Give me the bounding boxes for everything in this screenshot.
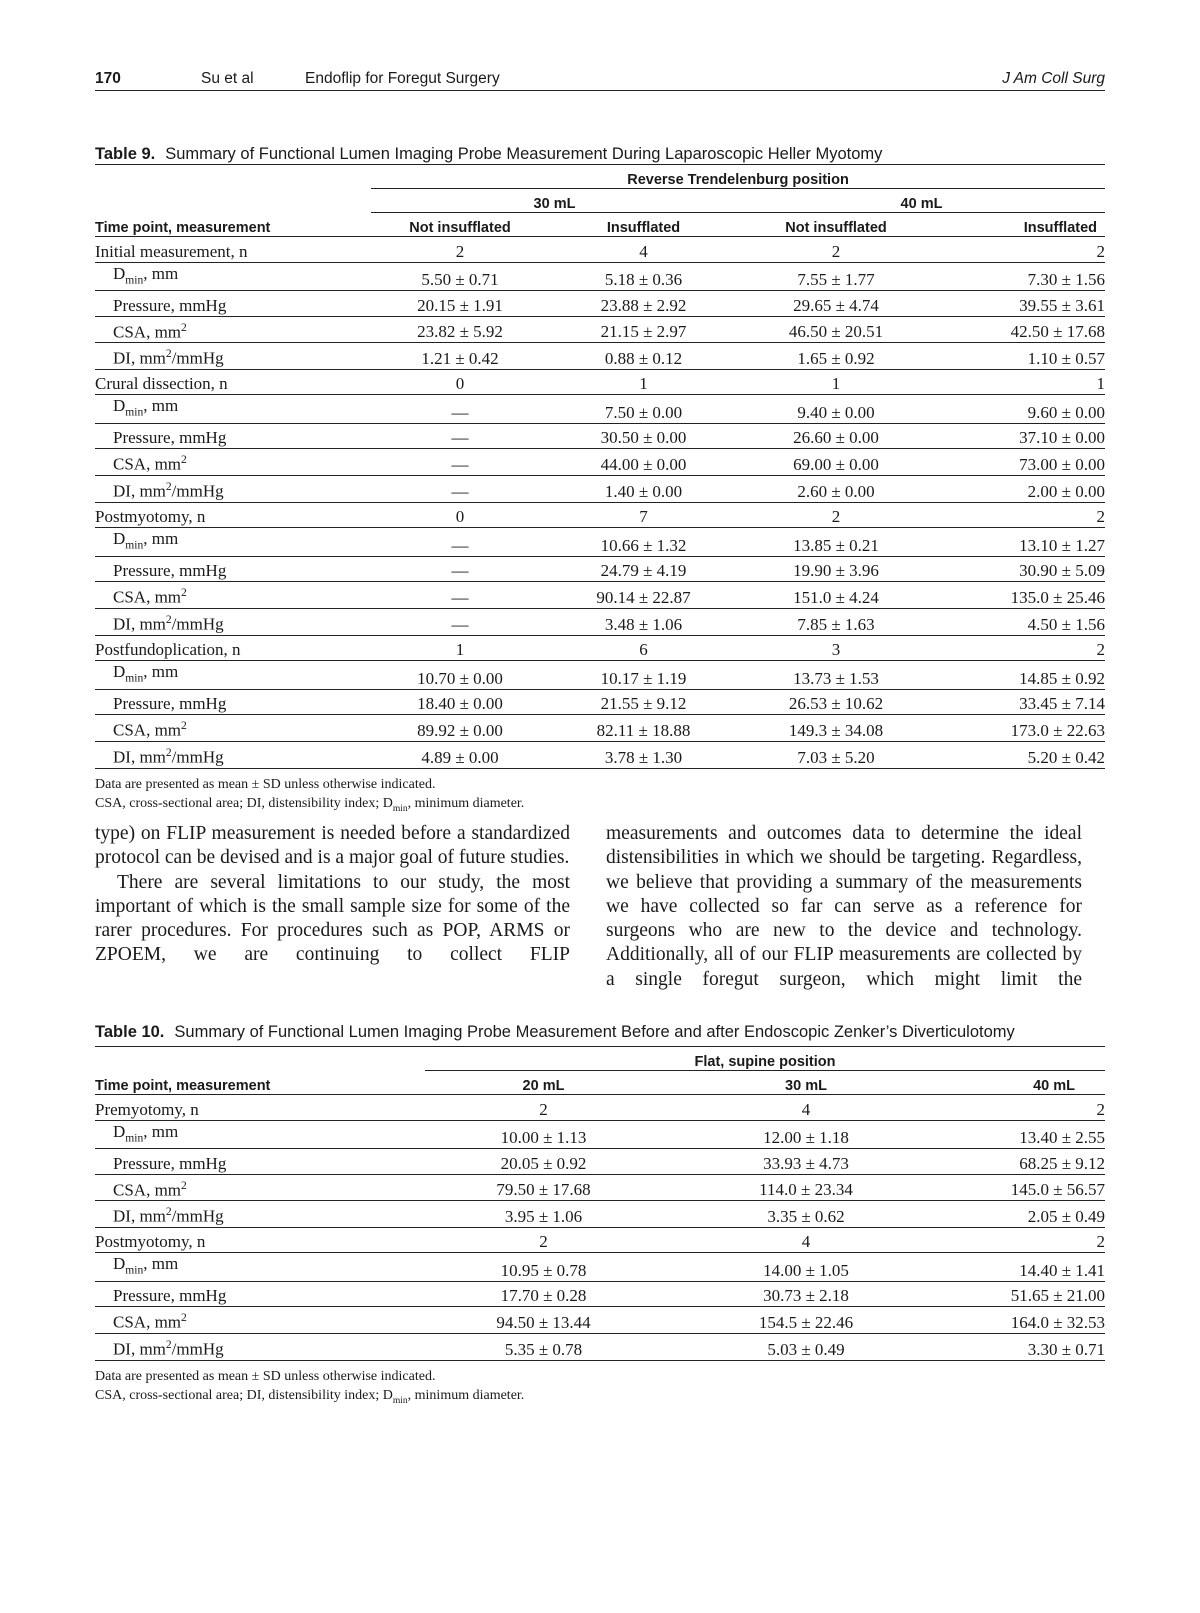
table-9	[95, 144, 1105, 818]
table-cell: 2.60 ± 0.00	[738, 476, 934, 503]
row-label: DI, $mm^2$/mmHg	[95, 1334, 425, 1361]
running-head	[95, 68, 1105, 91]
row-label: Crural dissection, n	[95, 369, 371, 395]
table-row	[95, 1253, 1105, 1281]
table-cell: 1.40 ± 0.00	[549, 476, 738, 503]
table-cell: 26.53 ± 10.62	[738, 689, 934, 715]
table-cell: 0.88 ± 0.12	[549, 343, 738, 370]
row-label: Pressure, mmHg	[95, 1281, 425, 1307]
row-label: Pressure, mmHg	[95, 290, 371, 316]
table-cell: 79.50 ± 17.68	[425, 1174, 662, 1201]
table-9-col-header: Not insufflated	[785, 220, 887, 236]
table-cell: 5.03 ± 0.49	[662, 1334, 950, 1361]
table-cell: 5.20 ± 0.42	[934, 741, 1105, 768]
table-cell: 4	[662, 1095, 950, 1121]
table-cell: 2	[738, 502, 934, 528]
running-head-journal: J Am Coll Surg	[1002, 70, 1105, 87]
table-cell: 23.88 ± 2.92	[549, 290, 738, 316]
table-cell: 69.00 ± 0.00	[738, 449, 934, 476]
table-10-footnote: CSA, cross-sectional area; DI, distensibility index; $D_{min}$, minimum diameter.	[95, 1387, 525, 1406]
table-cell: 2	[425, 1095, 662, 1121]
row-label: CSA, $mm^2$	[95, 1174, 425, 1201]
row-label: DI, $mm^2$/mmHg	[95, 609, 371, 636]
table-10-col-header: 30 mL	[785, 1078, 827, 1094]
table-9-col-header: Not insufflated	[409, 220, 511, 236]
table-cell: 3.95 ± 1.06	[425, 1201, 662, 1228]
table-cell: 2	[371, 237, 549, 263]
table-cell: 151.0 ± 4.24	[738, 582, 934, 609]
table-cell: —	[371, 528, 549, 556]
table-cell: 1	[738, 369, 934, 395]
table-cell: 46.50 ± 20.51	[738, 316, 934, 343]
table-10-footnote: Data are presented as mean ± SD unless otherwise indicated.	[95, 1368, 436, 1384]
table-cell: 17.70 ± 0.28	[425, 1281, 662, 1307]
table-cell: 10.17 ± 1.19	[549, 661, 738, 689]
table-9-group-header: Reverse Trendelenburg position	[371, 165, 1105, 189]
table-cell: 29.65 ± 4.74	[738, 290, 934, 316]
table-cell: 149.3 ± 34.08	[738, 715, 934, 742]
table-cell: 0	[371, 369, 549, 395]
row-label: CSA, $mm^2$	[95, 449, 371, 476]
table-cell: 4.89 ± 0.00	[371, 741, 549, 768]
table-row	[95, 1334, 1105, 1361]
table-9-volume-30: 30 mL	[371, 189, 738, 213]
body-paragraph: type) on FLIP measurement is needed before a standardized protocol can be devised and is a major goal of future studies.	[95, 823, 570, 869]
body-column-right	[606, 822, 1082, 992]
table-cell: 10.66 ± 1.32	[549, 528, 738, 556]
table-10	[95, 1022, 1105, 1411]
table-cell: 1	[549, 369, 738, 395]
table-row	[95, 661, 1105, 689]
table-row	[95, 556, 1105, 582]
table-9-col-header: Insufflated	[606, 220, 681, 236]
table-row	[95, 1148, 1105, 1174]
table-cell: 20.05 ± 0.92	[425, 1148, 662, 1174]
table-cell: 33.45 ± 7.14	[934, 689, 1105, 715]
row-label: CSA, $mm^2$	[95, 715, 371, 742]
table-cell: 21.15 ± 2.97	[549, 316, 738, 343]
table-row	[95, 423, 1105, 449]
table-9-body	[95, 237, 1105, 769]
table-row	[95, 1174, 1105, 1201]
table-cell: 33.93 ± 4.73	[662, 1148, 950, 1174]
table-cell: 2	[738, 237, 934, 263]
table-cell: —	[371, 395, 549, 423]
running-head-title: Endoflip for Foregut Surgery	[305, 70, 500, 87]
table-cell: 19.90 ± 3.96	[738, 556, 934, 582]
table-cell: 3.30 ± 0.71	[950, 1334, 1105, 1361]
table-9-footnote: Data are presented as mean ± SD unless otherwise indicated.	[95, 776, 436, 792]
table-9-col-time: Time point, measurement	[95, 220, 271, 236]
table-row	[95, 369, 1105, 395]
row-label: $D_{min}$, mm	[95, 262, 371, 290]
table-9-volume-40: 40 mL	[738, 189, 1105, 213]
table-10-group-header: Flat, supine position	[425, 1047, 1105, 1071]
table-row	[95, 395, 1105, 423]
table-cell: 7.55 ± 1.77	[738, 262, 934, 290]
table-cell: 26.60 ± 0.00	[738, 423, 934, 449]
table-cell: 42.50 ± 17.68	[934, 316, 1105, 343]
table-9-label: Table 9.	[95, 145, 156, 163]
row-label: $D_{min}$, mm	[95, 1253, 425, 1281]
table-cell: —	[371, 476, 549, 503]
table-cell: 10.00 ± 1.13	[425, 1120, 662, 1148]
table-row	[95, 476, 1105, 503]
row-label: $D_{min}$, mm	[95, 395, 371, 423]
row-label: CSA, $mm^2$	[95, 316, 371, 343]
table-cell: 89.92 ± 0.00	[371, 715, 549, 742]
table-cell: 30.50 ± 0.00	[549, 423, 738, 449]
table-cell: 73.00 ± 0.00	[934, 449, 1105, 476]
table-cell: 9.60 ± 0.00	[934, 395, 1105, 423]
body-paragraph: There are several limitations to our study, the most important of which is the small sample size for some of the rarer procedures. For procedures such as POP, ARMS or ZPOEM, we are continuing to collect FLIP	[95, 871, 570, 966]
table-cell: 44.00 ± 0.00	[549, 449, 738, 476]
table-row	[95, 528, 1105, 556]
table-cell: 21.55 ± 9.12	[549, 689, 738, 715]
table-cell: 2	[934, 635, 1105, 661]
table-cell: 30.90 ± 5.09	[934, 556, 1105, 582]
row-label: $D_{min}$, mm	[95, 1120, 425, 1148]
table-cell: 164.0 ± 32.53	[950, 1307, 1105, 1334]
table-row	[95, 290, 1105, 316]
table-cell: —	[371, 609, 549, 636]
table-cell: 7.30 ± 1.56	[934, 262, 1105, 290]
table-cell: 0	[371, 502, 549, 528]
table-cell: 3.35 ± 0.62	[662, 1201, 950, 1228]
table-cell: 13.40 ± 2.55	[950, 1120, 1105, 1148]
table-cell: 173.0 ± 22.63	[934, 715, 1105, 742]
table-10-col-header: 20 mL	[522, 1078, 565, 1094]
table-10-col-header: 40 mL	[1033, 1078, 1076, 1094]
row-label: CSA, $mm^2$	[95, 582, 371, 609]
table-cell: 10.70 ± 0.00	[371, 661, 549, 689]
table-cell: —	[371, 423, 549, 449]
table-9-footnote: CSA, cross-sectional area; DI, distensibility index; $D_{min}$, minimum diameter.	[95, 795, 525, 814]
table-cell: 1.65 ± 0.92	[738, 343, 934, 370]
row-label: DI, $mm^2$/mmHg	[95, 476, 371, 503]
row-label: Postmyotomy, n	[95, 502, 371, 528]
table-cell: 9.40 ± 0.00	[738, 395, 934, 423]
row-label: $D_{min}$, mm	[95, 528, 371, 556]
table-cell: 1	[371, 635, 549, 661]
row-label: Pressure, mmHg	[95, 423, 371, 449]
row-label: Initial measurement, n	[95, 237, 371, 263]
table-cell: 2	[950, 1227, 1105, 1253]
table-row	[95, 635, 1105, 661]
table-cell: 1.21 ± 0.42	[371, 343, 549, 370]
table-cell: 2	[934, 237, 1105, 263]
table-row	[95, 1227, 1105, 1253]
table-cell: 2	[425, 1227, 662, 1253]
table-cell: 154.5 ± 22.46	[662, 1307, 950, 1334]
row-label: Pressure, mmHg	[95, 1148, 425, 1174]
row-label: DI, $mm^2$/mmHg	[95, 741, 371, 768]
table-cell: —	[371, 556, 549, 582]
table-cell: 3.78 ± 1.30	[549, 741, 738, 768]
table-cell: 114.0 ± 23.34	[662, 1174, 950, 1201]
table-cell: 4.50 ± 1.56	[934, 609, 1105, 636]
table-10-footnotes	[95, 1367, 1105, 1411]
table-cell: 7.85 ± 1.63	[738, 609, 934, 636]
row-label: CSA, $mm^2$	[95, 1307, 425, 1334]
table-9-col-header: Insufflated	[1023, 220, 1098, 236]
body-paragraph: measurements and outcomes data to determine the ideal distensibilities in which we should be targeting. Regardless, we believe that providing a summary of the measurements we have collected so far can serve as a reference for surgeons who are new to the device and technology. Additionally, all of our FLIP measurements are collected by a single foregut surgeon, which might limit the	[606, 823, 1082, 990]
table-cell: 3	[738, 635, 934, 661]
table-cell: —	[371, 449, 549, 476]
table-row	[95, 741, 1105, 768]
table-cell: 2.00 ± 0.00	[934, 476, 1105, 503]
table-cell: 18.40 ± 0.00	[371, 689, 549, 715]
table-cell: 1	[934, 369, 1105, 395]
table-row	[95, 1281, 1105, 1307]
table-cell: 4	[549, 237, 738, 263]
table-10-label: Table 10.	[95, 1023, 165, 1041]
table-cell: 5.35 ± 0.78	[425, 1334, 662, 1361]
row-label: DI, $mm^2$/mmHg	[95, 1201, 425, 1228]
table-cell: 13.73 ± 1.53	[738, 661, 934, 689]
table-cell: 2.05 ± 0.49	[950, 1201, 1105, 1228]
table-row	[95, 689, 1105, 715]
table-cell: 13.85 ± 0.21	[738, 528, 934, 556]
table-cell: 13.10 ± 1.27	[934, 528, 1105, 556]
table-cell: 14.40 ± 1.41	[950, 1253, 1105, 1281]
table-row	[95, 343, 1105, 370]
table-cell: 10.95 ± 0.78	[425, 1253, 662, 1281]
table-cell: 5.50 ± 0.71	[371, 262, 549, 290]
table-cell: 82.11 ± 18.88	[549, 715, 738, 742]
table-cell: 14.00 ± 1.05	[662, 1253, 950, 1281]
row-label: Pressure, mmHg	[95, 689, 371, 715]
table-cell: 23.82 ± 5.92	[371, 316, 549, 343]
table-cell: 7	[549, 502, 738, 528]
table-cell: 135.0 ± 25.46	[934, 582, 1105, 609]
table-cell: 7.50 ± 0.00	[549, 395, 738, 423]
table-cell: 6	[549, 635, 738, 661]
table-row	[95, 1120, 1105, 1148]
table-cell: 37.10 ± 0.00	[934, 423, 1105, 449]
table-cell: 14.85 ± 0.92	[934, 661, 1105, 689]
table-row	[95, 582, 1105, 609]
table-cell: 7.03 ± 5.20	[738, 741, 934, 768]
table-row	[95, 1201, 1105, 1228]
row-label: $D_{min}$, mm	[95, 661, 371, 689]
running-head-authors: Su et al	[201, 70, 254, 87]
table-cell: 2	[934, 502, 1105, 528]
row-label: Postmyotomy, n	[95, 1227, 425, 1253]
table-10-grid	[95, 1046, 1105, 1361]
table-cell: 20.15 ± 1.91	[371, 290, 549, 316]
table-row	[95, 262, 1105, 290]
table-cell: 68.25 ± 9.12	[950, 1148, 1105, 1174]
table-9-footnotes	[95, 775, 1105, 819]
table-cell: 90.14 ± 22.87	[549, 582, 738, 609]
row-label: Postfundoplication, n	[95, 635, 371, 661]
table-10-body	[95, 1095, 1105, 1361]
row-label: DI, $mm^2$/mmHg	[95, 343, 371, 370]
table-cell: 3.48 ± 1.06	[549, 609, 738, 636]
table-10-title: Summary of Functional Lumen Imaging Probe Measurement Before and after Endoscopic Zenker’s Diverticulotomy	[174, 1023, 1015, 1041]
body-column-left	[95, 822, 570, 968]
table-9-title: Summary of Functional Lumen Imaging Probe Measurement During Laparoscopic Heller Myotomy	[165, 145, 883, 163]
table-row	[95, 609, 1105, 636]
table-cell: 2	[950, 1095, 1105, 1121]
table-10-caption	[95, 1022, 1105, 1042]
table-10-col-time: Time point, measurement	[95, 1078, 271, 1094]
table-cell: —	[371, 582, 549, 609]
table-cell: 39.55 ± 3.61	[934, 290, 1105, 316]
table-cell: 5.18 ± 0.36	[549, 262, 738, 290]
page-number: 170	[95, 70, 121, 87]
table-9-grid	[95, 164, 1105, 769]
table-cell: 4	[662, 1227, 950, 1253]
table-cell: 12.00 ± 1.18	[662, 1120, 950, 1148]
table-row	[95, 1307, 1105, 1334]
table-row	[95, 449, 1105, 476]
row-label: Pressure, mmHg	[95, 556, 371, 582]
table-row	[95, 715, 1105, 742]
table-9-caption	[95, 144, 1105, 164]
table-cell: 145.0 ± 56.57	[950, 1174, 1105, 1201]
table-row	[95, 316, 1105, 343]
table-row	[95, 237, 1105, 263]
table-row	[95, 1095, 1105, 1121]
table-cell: 1.10 ± 0.57	[934, 343, 1105, 370]
table-row	[95, 502, 1105, 528]
table-cell: 94.50 ± 13.44	[425, 1307, 662, 1334]
table-cell: 24.79 ± 4.19	[549, 556, 738, 582]
table-cell: 30.73 ± 2.18	[662, 1281, 950, 1307]
table-cell: 51.65 ± 21.00	[950, 1281, 1105, 1307]
row-label: Premyotomy, n	[95, 1095, 425, 1121]
